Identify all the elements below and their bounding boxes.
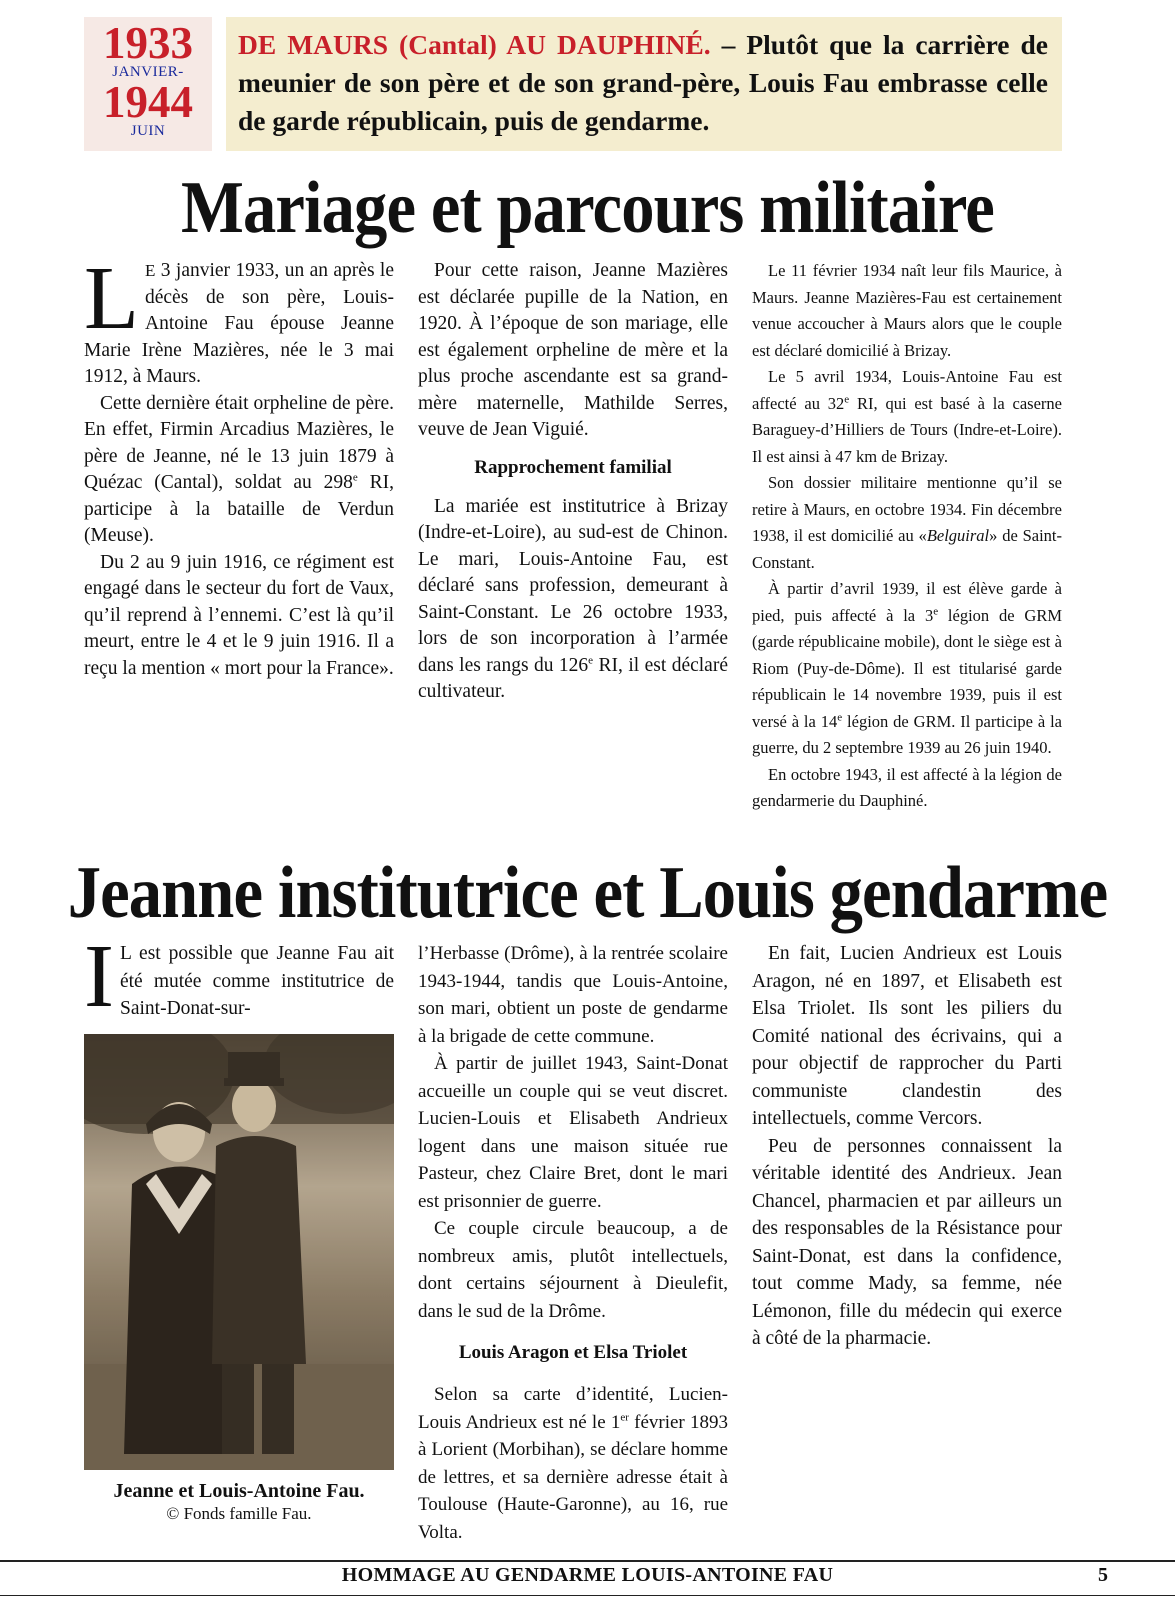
caption-title: Jeanne et Louis-Antoine Fau. xyxy=(113,1480,365,1502)
article1-column-2 xyxy=(418,258,728,706)
article1-paragraph: À partir d’avril 1939, il est élève garde à pied, puis affecté à la 3e légion de GRM (garde républicaine mobile), dont le siège est à Riom (Puy-de-Dôme). Il est titularisé garde républicain le 14 novembre 1939, puis il est versé à la 14e légion de GRM. Il participe à la guerre, du 2 septembre 1939 au 26 juin 1940. xyxy=(752,579,1063,757)
article2-subhead: Louis Aragon et Elsa Triolet xyxy=(458,1342,688,1363)
article2-paragraph: l’Herbasse (Drôme), à la rentrée scolaire 1943-1944, tandis que Louis-Antoine, son mari, obtient un poste de gendarme à la brigade de cette commune. xyxy=(418,943,728,1047)
article1-paragraph: L E 3 janvier 1933, un an après le décès de son père, Louis-Antoine Fau épouse Jeanne Marie Irène Mazières, née le 3 mai 1912, à Maurs. xyxy=(84,249,394,387)
article1-column-3 xyxy=(752,258,1062,815)
article1-paragraph: La mariée est institutrice à Brizay (Indre-et-Loire), au sud-est de Chinon. Le mari, Louis-Antoine Fau, est déclaré sans profession, demeurant à Saint-Constant. Le 26 octobre 1933, lors de son incorporation à l’armée dans les rangs du 126e RI, il est déclaré cultivateur. xyxy=(418,495,728,702)
article1-column-1 xyxy=(84,249,395,682)
footer-rule xyxy=(0,1560,1175,1562)
article1-paragraph: En octobre 1943, il est affecté à la légion de gendarmerie du Dauphiné. xyxy=(752,764,1062,810)
article1-paragraph: Cette dernière était orpheline de père. En effet, Firmin Arcadius Mazières, le père de Jeanne, né le 13 juin 1879 à Quézac (Cantal), soldat au 298e RI, participe à la bataille de Verdun (Meuse). xyxy=(84,392,395,546)
dropcap: L xyxy=(84,249,139,348)
caption-credit: © Fonds famille Fau. xyxy=(166,1504,312,1523)
intro-box xyxy=(226,17,1062,151)
dropcap: I xyxy=(84,940,114,1018)
article2-column-1 xyxy=(84,940,394,1018)
intro-location: DE MAURS (Cantal) AU DAUPHINÉ. xyxy=(238,29,711,60)
page-number: 5 xyxy=(1098,1564,1108,1586)
photo-illustration xyxy=(84,1034,394,1470)
article2-paragraph: Selon sa carte d’identité, Lucien-Louis Andrieux est né le 1er février 1893 à Lorient (Morbihan), se déclare homme de lettres, et sa dernière adresse était à Toulouse (Haute-Garonne), au 16, rue Volta. xyxy=(418,1384,728,1543)
article2-paragraph: Peu de personnes connaissent la véritable identité des Andrieux. Jean Chancel, pharmacien et par ailleurs un des responsables de la Résistance pour Saint-Donat, est dans la confidence, tout comme Mady, sa femme, née Lémonon, fille du médecin qui exerce à côté de la pharmacie. xyxy=(752,1135,1062,1349)
article1-paragraph: Du 2 au 9 juin 1916, ce régiment est engagé dans le secteur du fort de Vaux, qu’il reprend à l’ennemi. C’est là qu’il meurt, entre le 4 et le 9 juin 1916. Il a reçu la mention « mort pour la France». xyxy=(84,551,394,679)
article2-paragraph: À partir de juillet 1943, Saint-Donat accueille un couple qui se veut discret. Lucien-Louis et Elisabeth Andrieux logent dans une maison située rue Pasteur, chez Claire Bret, dont le mari est prisonnier de guerre. xyxy=(418,1053,728,1212)
article1-paragraph: Son dossier militaire mentionne qu’il se retire à Maurs, en octobre 1934. Fin décembre 1938, il est domicilié au «Belguiral» de Saint-Constant. xyxy=(752,473,1062,572)
intro-text: – Plutôt que la carrière de meunier de son père et de son grand-père, Louis Fau embrasse celle de garde républicain, puis de gendarme. xyxy=(238,29,1048,136)
year-end: 1944 xyxy=(103,77,193,127)
month-start: JANVIER- xyxy=(112,64,184,80)
article1-paragraph: Pour cette raison, Jeanne Mazières est déclarée pupille de la Nation, en 1920. À l’époque de son mariage, elle est également orpheline de mère et la plus proche ascendante est sa grand-mère maternelle, Mathilde Serres, veuve de Jean Viguié. xyxy=(418,260,728,440)
footer-rule-bottom xyxy=(0,1595,1175,1596)
photo-jeanne-louis-fau xyxy=(84,1034,394,1470)
date-box xyxy=(84,17,212,151)
article2-paragraph: En fait, Lucien Andrieux est Louis Aragon, né en 1897, et Elisabeth est Elsa Triolet. Ils sont les piliers du Comité national des écrivains, qui a pour objectif de rapprocher du Parti communiste clandestin des intellectuels, comme Vercors. xyxy=(752,943,1062,1129)
article2-paragraph: I L est possible que Jeanne Fau ait été mutée comme institutrice de Saint-Donat-sur- xyxy=(84,940,394,1018)
footer-title: HOMMAGE AU GENDARME LOUIS-ANTOINE FAU xyxy=(341,1564,834,1586)
month-end: JUIN xyxy=(130,123,166,139)
article2-column-3 xyxy=(752,940,1062,1353)
article1-paragraph: Le 11 février 1934 naît leur fils Maurice, à Maurs. Jeanne Mazières-Fau est certainement venue accoucher à Maurs alors que le couple est déclaré domicilié à Brizay. xyxy=(752,261,1062,360)
article2-paragraph: Ce couple circule beaucoup, a de nombreux amis, plutôt intellectuels, dont certains séjournent à Dieulefit, dans le sud de la Drôme. xyxy=(418,1218,728,1322)
photo-caption xyxy=(84,1479,394,1525)
article1-subhead: Rapprochement familial xyxy=(474,456,672,478)
article2-title: Jeanne institutrice et Louis gendarme xyxy=(67,852,1108,934)
article1-paragraph: Le 5 avril 1934, Louis-Antoine Fau est affecté au 32e RI, qui est basé à la caserne Baraguey-d’Hilliers de Tours (Indre-et-Loire). Il est ainsi à 47 km de Brizay. xyxy=(752,367,1062,466)
article1-title: Mariage et parcours militaire xyxy=(181,167,994,249)
year-start: 1933 xyxy=(103,18,193,68)
article2-column-2 xyxy=(418,940,728,1546)
